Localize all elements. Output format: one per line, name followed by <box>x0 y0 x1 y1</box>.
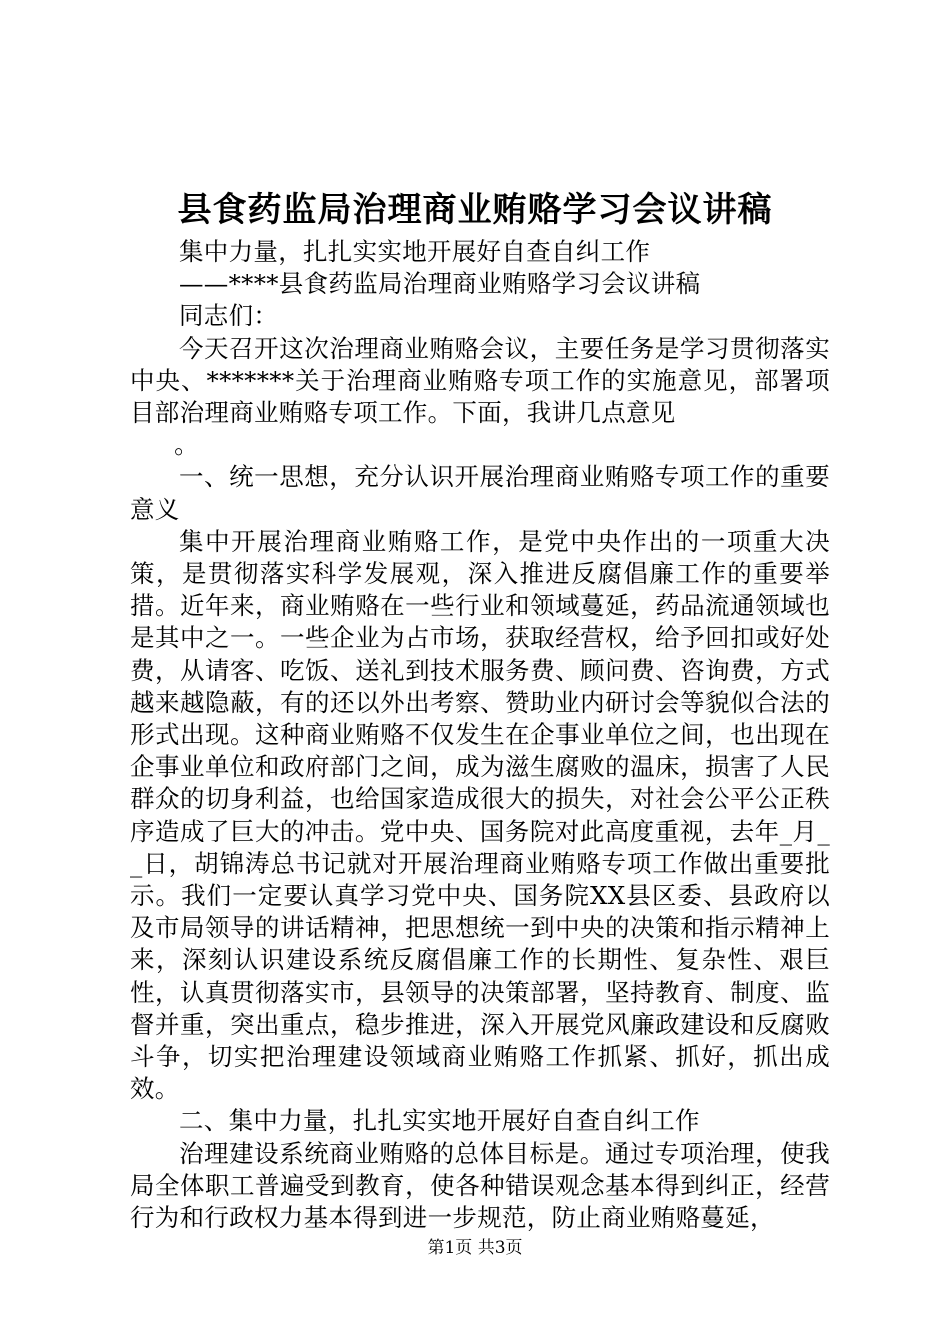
subtitle-dash-paragraph: ——****县食药监局治理商业贿赂学习会议讲稿 <box>179 269 701 299</box>
document-title: 县食药监局治理商业贿赂学习会议讲稿 <box>177 190 773 230</box>
page-footer: 第1页 共3页 <box>427 1238 523 1258</box>
section-two-body: 治理建设系统商业贿赂的总体目标是。通过专项治理，使我局全体职工普遍受到教育，使各种错误观念基本得到纠正，经营行为和行政权力基本得到进一步规范，防止商业贿赂蔓延， <box>130 1138 830 1233</box>
section-one-body: 集中开展治理商业贿赂工作，是党中央作出的一项重大决策，是贯彻落实科学发展观，深入推进反腐倡廉工作的重要举措。近年来，商业贿赂在一些行业和领域蔓延，药品流通领域也是其中之一。一些企业为占市场，获取经营权，给予回扣或好处费，从请客、吃饭、送礼到技术服务费、顾问费、咨询费，方式越来越隐蔽，有的还以外出考察、赞助业内研讨会等貌似合法的形式出现。这种商业贿赂不仅发生在企事业单位之间，也出现在企事业单位和政府部门之间，成为滋生腐败的温床，损害了人民群众的切身利益，也给国家造成很大的损失，对社会公平公正秩序造成了巨大的冲击。党中央、国务院对此高度重视，去年_月__日，胡锦涛总书记就对开展治理商业贿赂专项工作做出重要批示。我们一定要认真学习党中央、国务院XX县区委、县政府以及市局领导的讲话精神，把思想统一到中央的决策和指示精神上来，深刻认识建设系统反腐倡廉工作的长期性、复杂性、艰巨性，认真贯彻落实市，县领导的决策部署，坚持教育、制度、监督并重，突出重点，稳步推进，深入开展党风廉政建设和反腐败斗争，切实把治理建设领域商业贿赂工作抓紧、抓好，抓出成效。 <box>130 526 830 1104</box>
section-two-heading: 二、集中力量，扎扎实实地开展好自查自纠工作 <box>179 1106 700 1136</box>
period-paragraph: 。 <box>174 430 199 460</box>
intro-paragraph: 今天召开这次治理商业贿赂会议，主要任务是学习贯彻落实中央、*******关于治理商业贿赂专项工作的实施意见，部署项目部治理商业贿赂专项工作。下面，我讲几点意见 <box>130 333 830 428</box>
document-body <box>130 236 830 1234</box>
subtitle-paragraph: 集中力量，扎扎实实地开展好自查自纠工作 <box>179 237 651 266</box>
salutation-paragraph: 同志们： <box>179 301 279 331</box>
section-one-heading: 一、统一思想，充分认识开展治理商业贿赂专项工作的重要意义 <box>130 462 830 524</box>
